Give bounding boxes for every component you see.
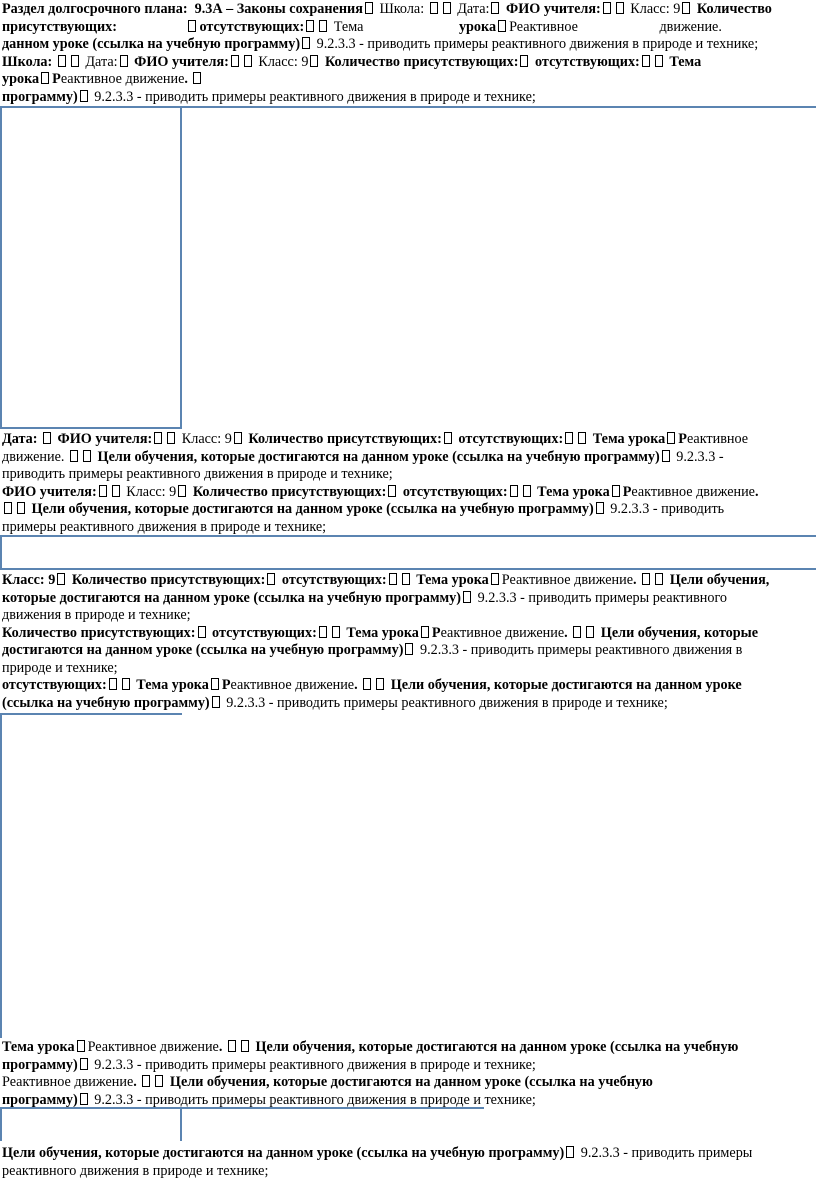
separator-box-icon [463, 591, 471, 603]
separator-box-icon [520, 55, 528, 67]
separator-box-icon [667, 432, 675, 444]
separator-box-icon [80, 1058, 88, 1070]
lesson-word: урока [458, 18, 497, 35]
separator-box-icon [120, 55, 128, 67]
table-border-top [0, 713, 182, 715]
block4-line-4: программу) 9.2.3.3 - приводить примеры реактивного движения в природе и технике; [2, 1091, 536, 1108]
table-cell-left [0, 106, 182, 429]
table-border-left [0, 713, 2, 1038]
table-cell-right [180, 106, 816, 429]
separator-box-icon [310, 55, 318, 67]
separator-box-icon [405, 643, 413, 655]
header-line-6 [2, 89, 814, 107]
school-label: Школа: [379, 1, 425, 17]
separator-box-icon [421, 626, 429, 638]
separator-box-icon [154, 432, 162, 444]
present-label: Количество присутствующих: [324, 53, 519, 70]
date-label: Дата: [457, 1, 490, 17]
separator-box-icon [612, 485, 620, 497]
separator-box-icon [211, 678, 219, 690]
separator-box-icon [83, 450, 91, 462]
teacher-label: ФИО учителя: [506, 1, 601, 17]
separator-box-icon [642, 573, 650, 585]
block3-line-2: которые достигаются на данном уроке (ссылка на учебную программу) 9.2.3.3 - приводить примеры реактивного [2, 589, 728, 606]
separator-box-icon [122, 678, 130, 690]
separator-box-icon [596, 502, 604, 514]
separator-box-icon [231, 55, 239, 67]
block4-line-2: программу) 9.2.3.3 - приводить примеры реактивного движения в природе и технике; [2, 1056, 536, 1073]
separator-box-icon [603, 2, 611, 14]
separator-box-icon [234, 432, 242, 444]
separator-box-icon [80, 1093, 88, 1105]
separator-box-icon [228, 1040, 236, 1052]
header-block-2 [2, 431, 814, 536]
topic-label: Тема [669, 53, 702, 70]
separator-box-icon [267, 573, 275, 585]
separator-box-icon [444, 432, 452, 444]
separator-box-icon [319, 20, 327, 32]
separator-box-icon [388, 485, 396, 497]
separator-box-icon [402, 573, 410, 585]
separator-box-icon [241, 1040, 249, 1052]
separator-box-icon [565, 432, 573, 444]
separator-box-icon [178, 485, 186, 497]
separator-box-icon [443, 2, 451, 14]
block3-line-3: движения в природе и технике; [2, 607, 191, 623]
absent-label: отсутствующих: [535, 53, 640, 70]
topic-first-letter: Р [52, 71, 61, 87]
table-border-top [0, 535, 816, 537]
block4-line-1: Тема урока Реактивное движение. Цели обучения, которые достигаются на данном уроке (ссылка на учебную [2, 1039, 739, 1055]
separator-box-icon [57, 573, 65, 585]
separator-box-icon [319, 626, 327, 638]
separator-box-icon [198, 626, 206, 638]
topic-value-end: движение. [659, 18, 722, 35]
teacher-label: ФИО учителя: [134, 53, 229, 70]
separator-box-icon [682, 2, 690, 14]
header-line-4 [2, 54, 814, 72]
separator-box-icon [167, 432, 175, 444]
section-value: 9.3А – Законы сохранения [194, 1, 363, 17]
header-block-1 [2, 1, 814, 106]
topic-value-main: Реактивное [509, 18, 578, 35]
separator-box-icon [363, 678, 371, 690]
separator-box-icon [43, 432, 51, 444]
table-border-bottom [0, 568, 816, 570]
goal-text: - приводить примеры реактивного движения в природе и технике; [359, 36, 759, 52]
separator-box-icon [71, 55, 79, 67]
block3-line-5: достигаются на данном уроке (ссылка на учебную программу) 9.2.3.3 - приводить примеры реактивного движения в [2, 642, 743, 658]
present-label-end: присутствующих: [2, 18, 117, 35]
separator-box-icon [77, 1040, 85, 1052]
separator-box-icon [365, 2, 373, 14]
separator-box-icon [573, 626, 581, 638]
separator-box-icon [41, 72, 49, 84]
block3-line-1: Класс: 9 Количество присутствующих: отсутствующих: Тема урока Реактивное движение. Цели обучения, [2, 572, 770, 588]
separator-box-icon [498, 20, 506, 32]
separator-box-icon [17, 502, 25, 514]
class-value: 9 [673, 1, 681, 17]
separator-box-icon [212, 696, 220, 708]
block3-line-4: Количество присутствующих: отсутствующих: Тема урока Реактивное движение. Цели обучения, которые [2, 624, 759, 641]
separator-box-icon [109, 678, 117, 690]
separator-box-icon [188, 20, 196, 32]
goals-label: Цели обучения, которые достигаются на данном уроке (ссылка на учебную программу) [31, 501, 594, 517]
separator-box-icon [4, 502, 12, 514]
block3-line-8: (ссылка на учебную программу) 9.2.3.3 - приводить примеры реактивного движения в природе и технике; [2, 694, 668, 711]
separator-box-icon [389, 573, 397, 585]
separator-box-icon [491, 2, 499, 14]
goals-label-end: программу) [2, 88, 78, 105]
separator-box-icon [655, 573, 663, 585]
separator-box-icon [376, 678, 384, 690]
date-label: Дата: [85, 53, 118, 70]
table-border-left [0, 535, 2, 570]
count-label-start: Количество [696, 1, 772, 17]
topic-word: Тема [333, 18, 364, 35]
separator-box-icon [586, 626, 594, 638]
goal-text: - приводить примеры реактивного движения в природе и технике; [136, 88, 536, 105]
separator-box-icon [193, 72, 201, 84]
separator-box-icon [70, 450, 78, 462]
block4-line-3: Реактивное движение. Цели обучения, которые достигаются на данном уроке (ссылка на учебную [2, 1074, 653, 1090]
block5-line-1: Цели обучения, которые достигаются на данном уроке (ссылка на учебную программу) 9.2.3.3 - приводить примеры [2, 1145, 753, 1161]
separator-box-icon [58, 55, 66, 67]
separator-box-icon [302, 37, 310, 49]
header-block-3 [2, 572, 814, 712]
separator-box-icon [491, 573, 499, 585]
separator-box-icon [332, 626, 340, 638]
class-label: Класс: 9 [258, 53, 309, 70]
separator-box-icon [662, 450, 670, 462]
block2-line-3: приводить примеры реактивного движения в природе и технике; [2, 466, 393, 482]
block2-line-4: ФИО учителя: Класс: 9 Количество присутствующих: отсутствующих: Тема урока Реактивное движение. [2, 483, 759, 500]
table-divider [0, 427, 182, 429]
table-border-top [0, 1107, 484, 1109]
block3-line-7: отсутствующих: Тема урока Реактивное движение. Цели обучения, которые достигаются на данном уроке [2, 677, 742, 693]
absent-label: отсутствующих: [199, 18, 305, 35]
table-divider [180, 1107, 182, 1141]
header-block-5 [2, 1145, 814, 1180]
topic-rest: еактивное движение [60, 71, 185, 87]
goals-label-end: данном уроке (ссылка на учебную программу) [2, 36, 301, 52]
header-line-5: урока Реактивное движение. [2, 71, 814, 89]
block2-line-5: Цели обучения, которые достигаются на данном уроке (ссылка на учебную программу) 9.2.3.3 - приводить [2, 501, 814, 519]
separator-box-icon [99, 485, 107, 497]
separator-box-icon [616, 2, 624, 14]
separator-box-icon [655, 55, 663, 67]
header-line-2 [2, 19, 814, 37]
separator-box-icon [112, 485, 120, 497]
section-label: Раздел долгосрочного плана: [2, 1, 188, 17]
table-border-left [0, 1107, 2, 1141]
separator-box-icon [430, 2, 438, 14]
separator-box-icon [566, 1146, 574, 1158]
lesson-word: урока [2, 71, 40, 87]
class-label: Класс: [630, 1, 670, 17]
header-line-3 [2, 36, 814, 54]
separator-box-icon [642, 55, 650, 67]
separator-box-icon [155, 1075, 163, 1087]
separator-box-icon [80, 90, 88, 102]
block5-line-2: реактивного движения в природе и технике; [2, 1162, 269, 1179]
separator-box-icon [578, 432, 586, 444]
separator-box-icon [510, 485, 518, 497]
goal-code: 9.2.3.3 [316, 36, 356, 52]
separator-box-icon [523, 485, 531, 497]
header-block-4 [2, 1039, 814, 1109]
goal-code: 9.2.3.3 [94, 88, 134, 105]
separator-box-icon [142, 1075, 150, 1087]
block2-line-6: примеры реактивного движения в природе и технике; [2, 518, 327, 535]
header-line-1 [2, 1, 814, 19]
separator-box-icon [244, 55, 252, 67]
school-label-bold: Школа: [2, 53, 53, 70]
block3-line-6: природе и технике; [2, 659, 118, 676]
block2-line-2: движение. Цели обучения, которые достигаются на данном уроке (ссылка на учебную программу) 9.2.3.3 - [2, 448, 724, 465]
block2-line-1: Дата: ФИО учителя: Класс: 9 Количество присутствующих: отсутствующих: Тема урока Реактивное [2, 431, 749, 447]
separator-box-icon [306, 20, 314, 32]
